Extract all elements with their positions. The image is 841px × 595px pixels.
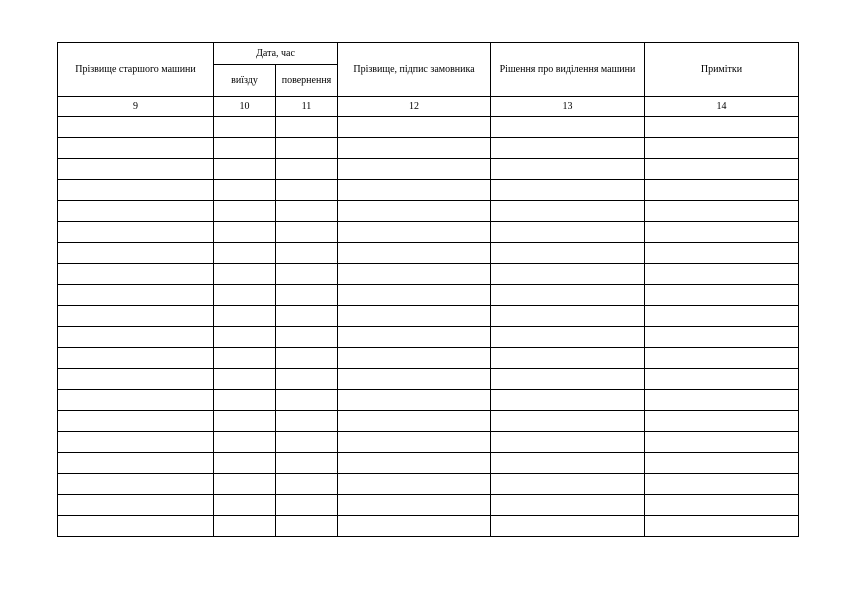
table-cell [58, 495, 214, 516]
table-cell [338, 285, 491, 306]
table-cell [58, 159, 214, 180]
header-notes: Примітки [645, 43, 799, 97]
table-cell [214, 432, 276, 453]
header-return: повернення [276, 65, 338, 97]
table-row [58, 285, 799, 306]
vehicle-log-table [57, 42, 799, 537]
table-cell [645, 243, 799, 264]
table-cell [214, 327, 276, 348]
table-cell [58, 264, 214, 285]
column-number: 9 [58, 97, 214, 117]
table-cell [214, 369, 276, 390]
table-cell [645, 411, 799, 432]
table-row [58, 201, 799, 222]
table-cell [338, 180, 491, 201]
table-cell [58, 411, 214, 432]
table-cell [338, 390, 491, 411]
table-cell [491, 327, 645, 348]
table-cell [491, 243, 645, 264]
table-cell [645, 306, 799, 327]
table-cell [338, 243, 491, 264]
table-cell [214, 306, 276, 327]
column-number: 12 [338, 97, 491, 117]
table-cell [276, 285, 338, 306]
table-row [58, 411, 799, 432]
table-cell [214, 222, 276, 243]
table-cell [276, 222, 338, 243]
table-cell [58, 474, 214, 495]
table-cell [58, 306, 214, 327]
table-cell [276, 243, 338, 264]
table-cell [276, 306, 338, 327]
table-cell [338, 201, 491, 222]
table-cell [338, 222, 491, 243]
table-cell [491, 180, 645, 201]
table-cell [645, 432, 799, 453]
table-cell [645, 495, 799, 516]
table-cell [214, 264, 276, 285]
table-cell [491, 348, 645, 369]
table-cell [491, 411, 645, 432]
table-cell [214, 474, 276, 495]
header-customer-signature: Прізвище, підпис замовника [338, 43, 491, 97]
table-cell [491, 369, 645, 390]
column-number: 10 [214, 97, 276, 117]
table-cell [276, 117, 338, 138]
table-cell [645, 138, 799, 159]
table-cell [214, 180, 276, 201]
table-cell [338, 348, 491, 369]
table-cell [645, 264, 799, 285]
table-cell [338, 474, 491, 495]
table-row [58, 390, 799, 411]
table-cell [491, 516, 645, 537]
table-cell [276, 138, 338, 159]
table-row [58, 369, 799, 390]
table-cell [338, 453, 491, 474]
table-cell [645, 159, 799, 180]
table-cell [214, 495, 276, 516]
table-cell [276, 159, 338, 180]
table-cell [338, 369, 491, 390]
table-cell [491, 390, 645, 411]
table-cell [214, 117, 276, 138]
table-cell [58, 138, 214, 159]
table-cell [338, 306, 491, 327]
table-row [58, 432, 799, 453]
table-cell [58, 390, 214, 411]
table-cell [214, 453, 276, 474]
table-cell [491, 453, 645, 474]
table-cell [645, 453, 799, 474]
table-cell [58, 432, 214, 453]
table-cell [58, 516, 214, 537]
table-cell [338, 411, 491, 432]
table-cell [645, 201, 799, 222]
table-cell [491, 201, 645, 222]
table-cell [214, 285, 276, 306]
table-cell [214, 138, 276, 159]
table-cell [276, 411, 338, 432]
table-cell [58, 348, 214, 369]
table-cell [491, 306, 645, 327]
table-row [58, 348, 799, 369]
table-cell [214, 159, 276, 180]
table-cell [276, 432, 338, 453]
table-cell [214, 516, 276, 537]
table-cell [276, 180, 338, 201]
table-cell [276, 474, 338, 495]
table-cell [645, 369, 799, 390]
table-cell [645, 390, 799, 411]
table-cell [276, 369, 338, 390]
table-cell [58, 222, 214, 243]
table-cell [338, 159, 491, 180]
table-cell [276, 348, 338, 369]
table-cell [214, 348, 276, 369]
table-cell [276, 516, 338, 537]
table-row [58, 138, 799, 159]
column-number: 13 [491, 97, 645, 117]
header-date-time: Дата, час [214, 43, 338, 65]
table-cell [58, 369, 214, 390]
table-cell [214, 201, 276, 222]
table-row [58, 117, 799, 138]
table-cell [338, 432, 491, 453]
table-row [58, 516, 799, 537]
table-cell [276, 390, 338, 411]
table-row [58, 327, 799, 348]
table-cell [276, 327, 338, 348]
table-cell [645, 327, 799, 348]
table-cell [276, 264, 338, 285]
table-cell [645, 474, 799, 495]
table-cell [491, 285, 645, 306]
column-number: 11 [276, 97, 338, 117]
table-cell [645, 222, 799, 243]
header-senior-surname: Прізвище старшого машини [58, 43, 214, 97]
table-cell [645, 180, 799, 201]
table-cell [338, 327, 491, 348]
table-cell [338, 264, 491, 285]
table-cell [645, 117, 799, 138]
table-cell [491, 138, 645, 159]
table-cell [214, 411, 276, 432]
table-row [58, 264, 799, 285]
table-cell [338, 117, 491, 138]
table-cell [58, 327, 214, 348]
table-cell [645, 516, 799, 537]
table-cell [491, 432, 645, 453]
table-row [58, 243, 799, 264]
header-departure: виїзду [214, 65, 276, 97]
table-row [58, 180, 799, 201]
table-cell [214, 243, 276, 264]
header-allocation-decision: Рішення про виділення машини [491, 43, 645, 97]
table-cell [58, 243, 214, 264]
table-cell [58, 201, 214, 222]
table-cell [58, 180, 214, 201]
table-cell [58, 285, 214, 306]
table-row [58, 453, 799, 474]
table-row [58, 306, 799, 327]
table-cell [276, 495, 338, 516]
table-cell [276, 201, 338, 222]
table-cell [58, 117, 214, 138]
table-cell [491, 495, 645, 516]
table-cell [276, 453, 338, 474]
table-cell [338, 516, 491, 537]
table-cell [491, 159, 645, 180]
table-cell [491, 474, 645, 495]
table-cell [491, 264, 645, 285]
table-cell [58, 453, 214, 474]
column-number: 14 [645, 97, 799, 117]
table-row [58, 159, 799, 180]
table-row [58, 474, 799, 495]
table-row [58, 495, 799, 516]
table-cell [645, 285, 799, 306]
table-cell [491, 117, 645, 138]
column-number-row [58, 97, 799, 117]
table-cell [214, 390, 276, 411]
table-cell [491, 222, 645, 243]
table-row [58, 222, 799, 243]
table-cell [338, 495, 491, 516]
table-cell [645, 348, 799, 369]
table-cell [338, 138, 491, 159]
